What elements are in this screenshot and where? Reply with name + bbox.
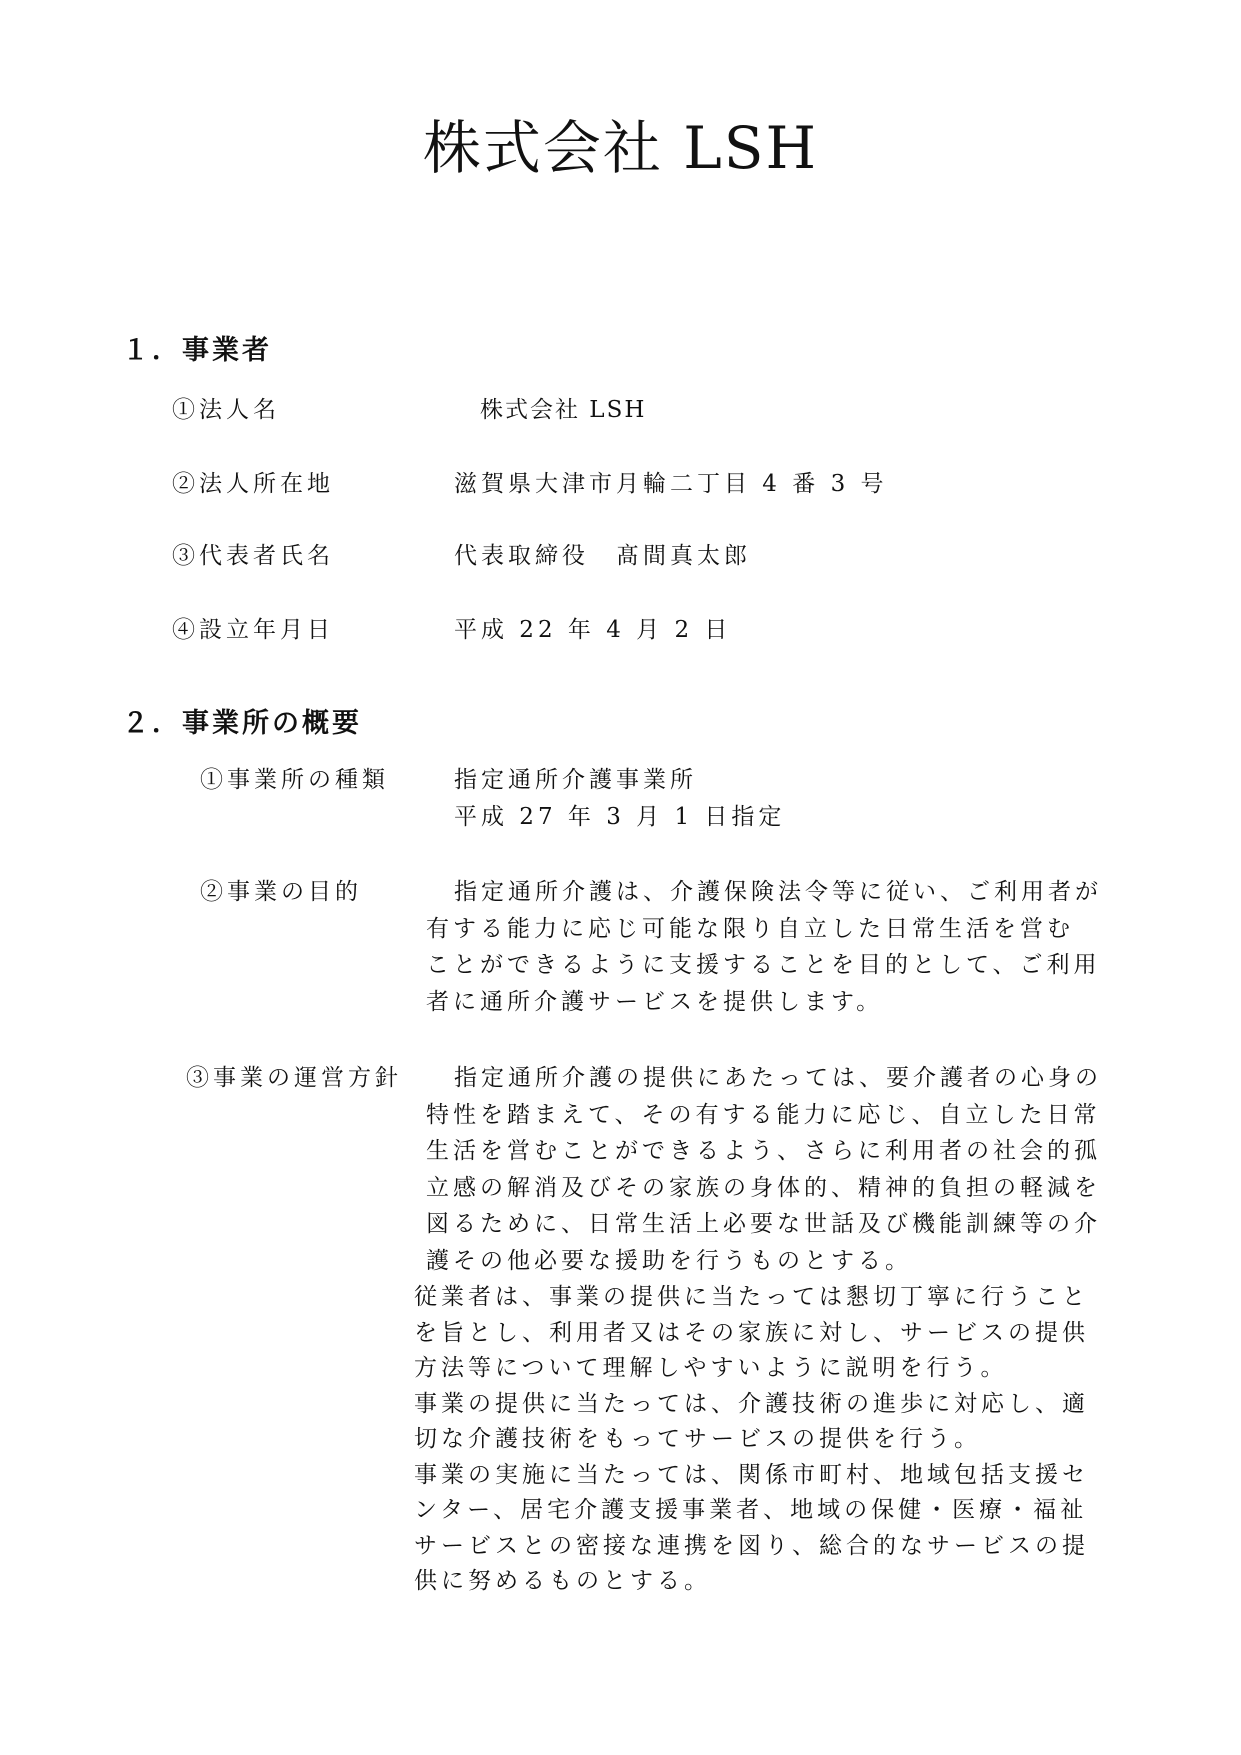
paragraph-line: 有する能力に応じ可能な限り自立した日常生活を営む [426,915,1074,942]
operating-policy-label: ③事業の運営方針 [186,1065,402,1091]
facility-type-label: ①事業所の種類 [200,767,389,793]
paragraph-line: ンター、居宅介護支援事業者、地域の保健・医療・福祉 [414,1497,1088,1523]
paragraph-line: 護その他必要な援助を行うものとする。 [426,1247,912,1274]
facility-type-line: 平成 27 年 3 月 1 日指定 [454,803,786,830]
paragraph-line: 事業の提供に当たっては、介護技術の進歩に対応し、適 [414,1390,1089,1417]
corporate-name-value: 株式会社 LSH [480,397,647,423]
section-1-heading: １．事業者 [122,335,272,366]
business-purpose-label: ②事業の目的 [200,879,362,905]
corporate-address-value: 滋賀県大津市月輪二丁目 4 番 3 号 [454,471,888,497]
paragraph-line: 方法等について理解しやすいように説明を行う。 [414,1355,1008,1381]
document-title: 株式会社 LSH [422,114,819,182]
paragraph-line: 事業の実施に当たっては、関係市町村、地域包括支援セ [414,1461,1089,1488]
paragraph-line: 供に努めるものとする。 [414,1568,711,1594]
facility-type-line: 指定通所介護事業所 [454,767,697,793]
paragraph-line: ことができるように支援することを目的として、ご利用 [426,952,1101,978]
paragraph-line: 指定通所介護の提供にあたっては、要介護者の心身の [454,1065,1102,1091]
representative-label: ③代表者氏名 [172,543,334,569]
paragraph-line: 生活を営むことができるよう、さらに利用者の社会的孤 [426,1138,1101,1164]
paragraph-line: を旨とし、利用者又はその家族に対し、サービスの提供 [414,1319,1089,1346]
established-date-label: ④設立年月日 [172,617,334,643]
paragraph-line: 従業者は、事業の提供に当たっては懇切丁寧に行うこと [414,1284,1089,1310]
paragraph-line: 立感の解消及びその家族の身体的、精神的負担の軽減を [426,1174,1101,1201]
operating-policy-text [426,1060,1102,1279]
paragraph-line: 図るために、日常生活上必要な世話及び機能訓練等の介 [426,1211,1101,1237]
corporate-name-label: ①法人名 [172,397,280,423]
paragraph-line: 指定通所介護は、介護保険法令等に従い、ご利用者が [454,879,1102,905]
paragraph-line: 特性を踏まえて、その有する能力に応じ、自立した日常 [426,1101,1101,1128]
established-date-value: 平成 22 年 4 月 2 日 [454,617,732,643]
operating-policy-additional-text [414,1280,1089,1600]
corporate-address-label: ②法人所在地 [172,471,334,497]
business-purpose-text [426,874,1102,1020]
paragraph-line: 切な介護技術をもってサービスの提供を行う。 [414,1426,981,1452]
representative-value: 代表取締役 髙間真太郎 [454,543,751,569]
section-2-heading: ２．事業所の概要 [122,708,362,739]
facility-type-value [454,762,785,835]
paragraph-line: サービスとの密接な連携を図り、総合的なサービスの提 [414,1532,1089,1559]
paragraph-line: 者に通所介護サービスを提供します。 [426,988,884,1015]
